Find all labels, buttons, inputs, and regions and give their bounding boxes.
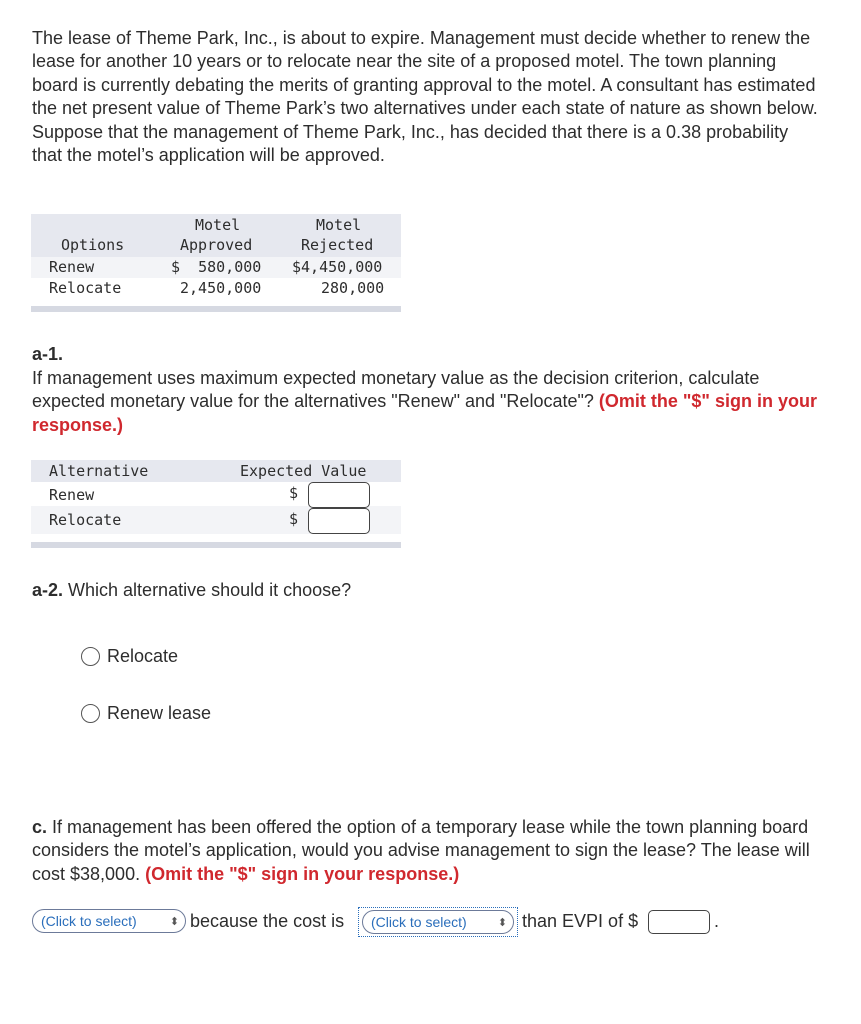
header-approved-line2: Approved <box>180 236 253 254</box>
ev-row-renew-currency: $ <box>289 484 299 502</box>
c-question <box>32 816 822 886</box>
option-relocate[interactable] <box>81 646 178 667</box>
renew-lease-radio-label: Renew lease <box>107 703 212 723</box>
payoff-table-footer-bar <box>31 306 401 312</box>
a2-question-text: Which alternative should it choose? <box>63 580 352 600</box>
header-rejected-line1: Motel <box>316 216 362 234</box>
sign-lease-select-value: (Click to select) <box>41 913 137 929</box>
header-options: Options <box>61 236 125 254</box>
a1-note: (Omit the "$" sign in your response.) <box>32 391 817 435</box>
a1-question-text: If management uses maximum expected monetary value as the decision criterion, calculate expected monetary value for the alternatives "Renew" and "Relocate"? <box>32 368 760 412</box>
c-note: (Omit the "$" sign in your response.) <box>145 863 460 884</box>
ev-row-relocate-currency: $ <box>289 510 299 528</box>
relocate-radio-label: Relocate <box>107 646 179 666</box>
relocate-radio[interactable] <box>81 647 100 666</box>
header-approved-line1: Motel <box>195 216 241 234</box>
expected-value-table <box>31 460 401 548</box>
a2-label: a-2. <box>32 580 64 600</box>
relocate-expected-value-input[interactable] <box>308 508 370 534</box>
cost-comparison-select[interactable] <box>362 910 514 934</box>
ev-row-relocate-label: Relocate <box>49 511 122 529</box>
row-relocate-approved: 2,450,000 <box>180 279 262 297</box>
header-rejected-line2: Rejected <box>301 236 374 254</box>
row-relocate-rejected: 280,000 <box>321 279 385 297</box>
than-evpi-text: than EVPI of $ <box>522 911 639 931</box>
sign-lease-select[interactable] <box>32 909 186 933</box>
a2-question <box>32 579 822 602</box>
row-renew-approved: $ 580,000 <box>171 258 262 276</box>
chevron-updown-icon: ⬍ <box>169 915 179 928</box>
row-renew-rejected: $4,450,000 <box>292 258 383 276</box>
option-renew-lease[interactable] <box>81 703 211 724</box>
chevron-updown-icon: ⬍ <box>497 916 507 929</box>
c-label: c. <box>32 817 48 837</box>
a1-question <box>32 367 822 437</box>
renew-expected-value-input[interactable] <box>308 482 370 508</box>
ev-table-footer-bar <box>31 542 401 548</box>
evpi-input[interactable] <box>648 910 710 934</box>
header-alternative: Alternative <box>49 462 149 480</box>
problem-intro: The lease of Theme Park, Inc., is about to expire. Management must decide whether to renew the lease for another 10 years or to relocate near the site of a proposed motel. The town planning board is currently debating the merits of granting approval to the motel. A consultant has estimated the net present value of Theme Park’s two alternatives under each state of nature as shown below. Suppose that the management of Theme Park, Inc., has decided that there is a 0.38 probability that the motel’s application will be approved. <box>32 28 818 166</box>
period-text: . <box>714 911 720 931</box>
row-renew-option: Renew <box>49 258 95 276</box>
ev-row-renew-label: Renew <box>49 486 95 504</box>
a1-label: a-1. <box>32 344 64 364</box>
cost-comparison-select-value: (Click to select) <box>371 914 467 930</box>
row-relocate-option: Relocate <box>49 279 122 297</box>
c-question-text: If management has been offered the option of a temporary lease while the town planning board considers the motel’s application, would you advise management to sign the lease? The lease will cost $38,000. <box>32 817 810 884</box>
renew-lease-radio[interactable] <box>81 704 100 723</box>
header-expected-value: Expected Value <box>240 462 367 480</box>
because-text: because the cost is <box>190 911 345 931</box>
payoff-table <box>31 214 401 312</box>
